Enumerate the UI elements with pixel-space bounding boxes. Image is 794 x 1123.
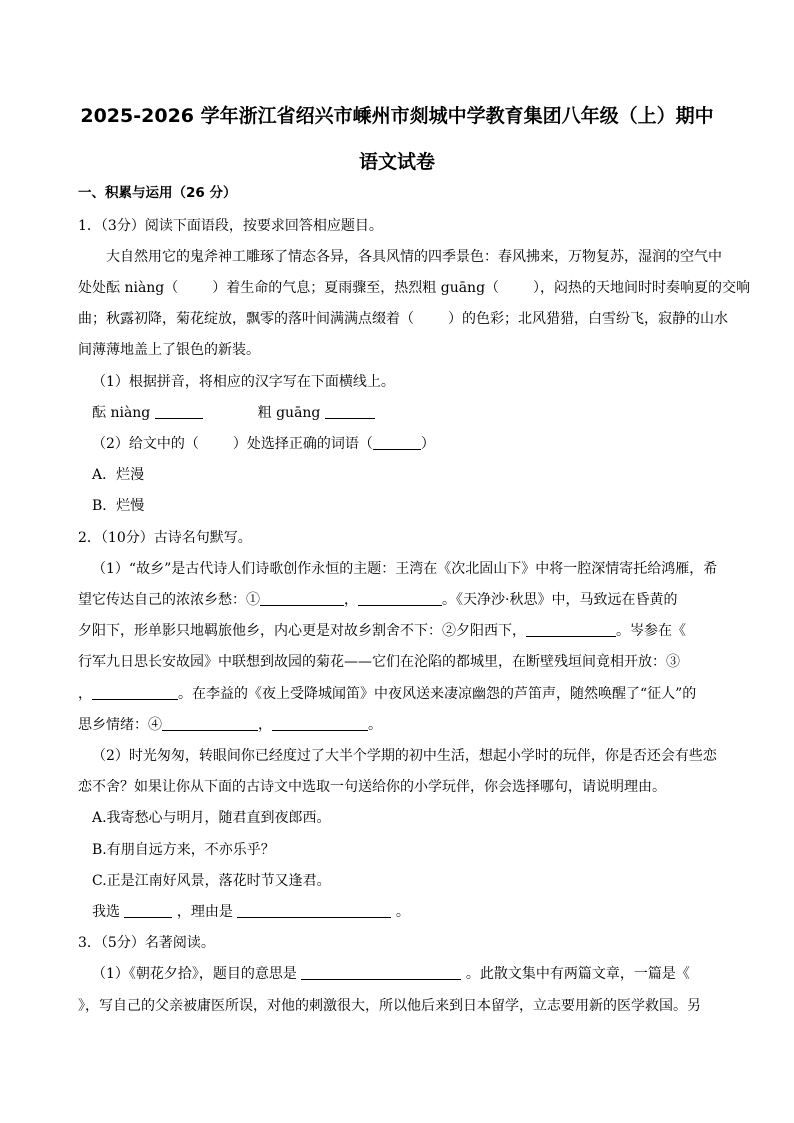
- q3-heading: 3．（5分）名著阅读。: [78, 935, 215, 951]
- answer-blank[interactable]: [358, 591, 442, 606]
- q2-text: ，: [78, 686, 92, 702]
- answer-blank[interactable]: [237, 903, 391, 918]
- q1-heading: 1．（3分）阅读下面语段，按要求回答相应题目。: [78, 218, 383, 234]
- q2-text: 。: [368, 717, 382, 733]
- q2-line4: 行军九日思长安故园》中联想到故园的菊花——它们在沦陷的都城里，在断壁残垣间竟相开放：③: [78, 654, 680, 670]
- q2-line8: 恋不舍？如果让你从下面的古诗文中选取一句送给你的小学玩伴，你会选择哪句，请说明理由。: [78, 779, 666, 795]
- q1-text: 曲；秋露初降，菊花绽放，飘零的落叶间满满点缀着（: [78, 311, 414, 327]
- q2-line5: [78, 684, 718, 704]
- q2-text: 望它传达自己的浓浓乡愁：①: [78, 592, 260, 608]
- q2-heading: 2．（10分）古诗名句默写。: [78, 530, 252, 546]
- answer-blank[interactable]: [526, 622, 616, 637]
- q1-text: 处处酝 niàng（: [78, 280, 179, 296]
- q1-sub1: （1）根据拼音，将相应的汉字写在下面横线上。: [92, 374, 395, 390]
- answer-blank[interactable]: [325, 404, 375, 419]
- q3-line2: 》，写自己的父亲被庸医所误，对他的刺激很大，所以他后来到日本留学，立志要用新的医学救国。另: [78, 998, 701, 1014]
- q1-text: ）: [420, 436, 435, 452]
- exam-title-line1: 2025-2026 学年浙江省绍兴市嵊州市剡城中学教育集团八年级（上）期中: [80, 105, 714, 127]
- q2-option-a: A.我寄愁心与明月，随君直到夜郎西。: [92, 810, 331, 826]
- q1-sub2: [92, 434, 732, 454]
- q2-option-c: C.正是江南好风景，落花时节又逢君。: [92, 873, 331, 889]
- answer-blank[interactable]: [155, 404, 203, 419]
- q1-text: ）着生命的气息；夏雨骤至，热烈粗 guāng（: [212, 280, 500, 296]
- exam-title-line2: 语文试卷: [358, 151, 435, 173]
- q2-text: ，理由是: [176, 904, 233, 920]
- q2-text: 。《天净沙·秋思》中，马致远在昏黄的: [442, 592, 678, 608]
- q1-paragraph-line3: [78, 309, 728, 329]
- q3-text: （1）《朝花夕拾》，题目的意思是: [92, 966, 297, 982]
- pinyin-label-2: 粗 guāng: [257, 405, 321, 421]
- answer-blank[interactable]: [373, 435, 421, 450]
- q2-text: 。岑参在《: [616, 623, 686, 639]
- q3-line1: [92, 964, 732, 984]
- answer-blank[interactable]: [301, 965, 461, 980]
- q1-option-a: A．烂漫: [92, 467, 145, 483]
- q2-choice-row: [92, 902, 732, 922]
- answer-blank[interactable]: [260, 591, 344, 606]
- q2-line7: （2）时光匆匆，转眼间你已经度过了大半个学期的初中生活，想起小学时的玩伴，你是否还会有些恋: [92, 748, 717, 764]
- q1-paragraph-line1: 大自然用它的鬼斧神工雕琢了情态各异，各具风情的四季景色：春风拂来，万物复苏，湿润的空气中: [106, 249, 722, 265]
- q1-paragraph-line2: [78, 278, 751, 298]
- answer-blank[interactable]: [92, 685, 178, 700]
- q1-text: ）处选择正确的词语（: [232, 436, 373, 452]
- q2-line3: [78, 621, 718, 641]
- q2-line1: （1）“故乡”是古代诗人们诗歌创作永恒的主题：王湾在《次北固山下》中将一腔深情寄托给鸿雁，希: [92, 561, 718, 577]
- answer-blank[interactable]: [162, 716, 258, 731]
- pinyin-label-1: 酝 niàng: [92, 405, 151, 421]
- answer-blank[interactable]: [124, 903, 172, 918]
- q1-option-b: B．烂慢: [92, 498, 145, 514]
- q2-text: ，: [258, 717, 272, 733]
- q2-text: 我选: [92, 904, 120, 920]
- q1-pinyin-row: [92, 403, 732, 423]
- q3-text: 。此散文集中有两篇文章，一篇是《: [465, 966, 690, 982]
- q2-line2: [78, 590, 718, 610]
- q2-line6: [78, 715, 718, 735]
- q2-text: 思乡情绪：④: [78, 717, 162, 733]
- q2-text: 。在李益的《夜上受降城闻笛》中夜风送来凄凉幽怨的芦笛声，随然唤醒了“征人”的: [178, 686, 697, 702]
- q1-text: ），闷热的天地间时时奏响夏的交响: [533, 280, 751, 296]
- q1-text: ）的色彩；北风猎猎，白雪纷飞，寂静的山水: [448, 311, 728, 327]
- q2-text: 夕阳下，形单影只地羁旅他乡，内心更是对故乡割舍不下：②夕阳西下，: [78, 623, 526, 639]
- q2-text: ，: [344, 592, 358, 608]
- q2-text: 。: [395, 904, 410, 920]
- section-heading: 一、积累与运用（26 分）: [78, 185, 237, 201]
- answer-blank[interactable]: [272, 716, 368, 731]
- q2-option-b: B.有朋自远方来，不亦乐乎？: [92, 842, 275, 858]
- q1-paragraph-line4: 间薄薄地盖上了银色的新装。: [78, 342, 260, 358]
- q1-text: （2）给文中的（: [92, 436, 199, 452]
